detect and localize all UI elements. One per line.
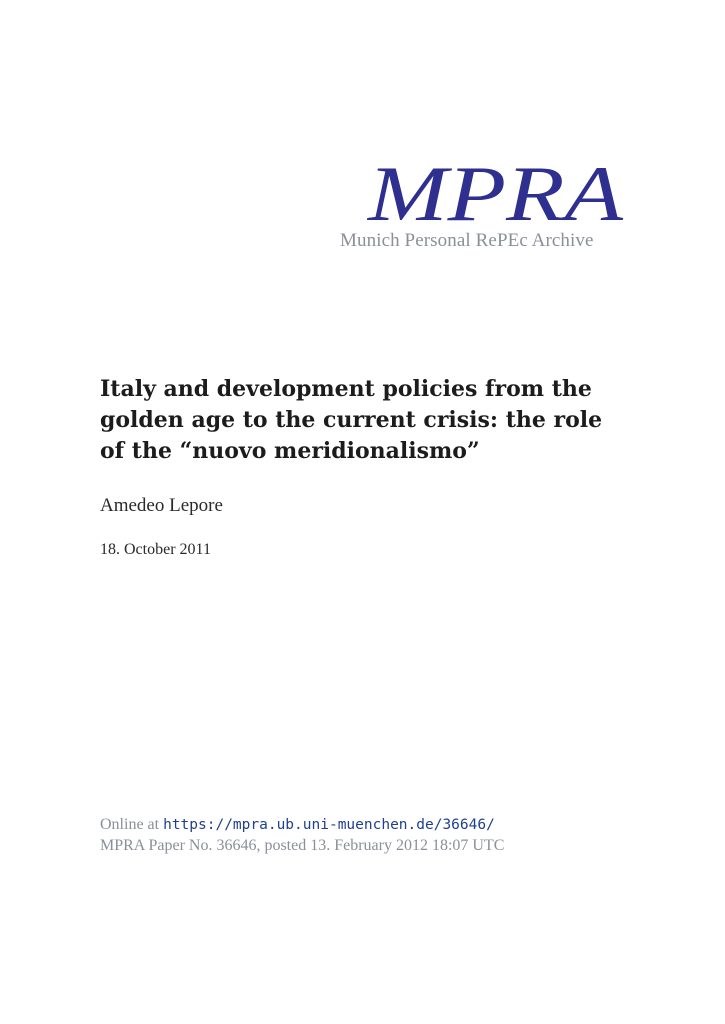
paper-date: 18. October 2011	[100, 541, 211, 558]
title-line: Italy and development policies from the	[100, 376, 592, 402]
paper-author: Amedeo Lepore	[100, 495, 223, 516]
mpra-logo-mark	[335, 150, 625, 230]
title-line: of the “nuovo meridionalismo”	[100, 438, 480, 464]
online-line	[100, 816, 495, 834]
mpra-logo	[335, 150, 625, 260]
online-prefix: Online at	[100, 816, 160, 833]
paper-url-link[interactable]: https://mpra.ub.uni-muenchen.de/36646/	[163, 817, 495, 833]
logo-subtitle: Munich Personal RePEc Archive	[340, 230, 594, 251]
paper-title	[100, 374, 640, 467]
mpra-logo-text: MPRA	[366, 150, 624, 230]
paper-info: MPRA Paper No. 36646, posted 13. February 2012 18:07 UTC	[100, 837, 505, 854]
title-line: golden age to the current crisis: the role	[100, 407, 603, 433]
